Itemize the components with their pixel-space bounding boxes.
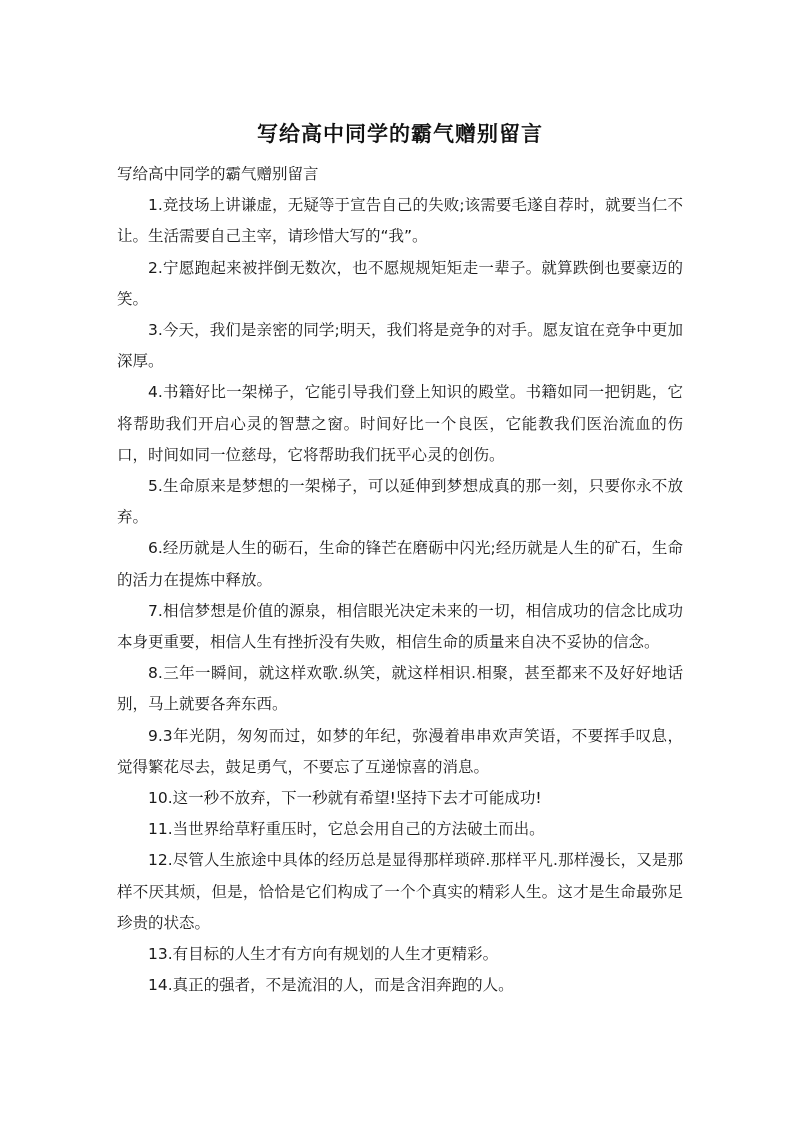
- paragraph-13: 13.有目标的人生才有方向有规划的人生才更精彩。: [148, 945, 499, 964]
- document-body: [117, 159, 683, 1001]
- paragraph-14: 14.真正的强者，不是流泪的人，而是含泪奔跑的人。: [148, 976, 514, 995]
- paragraph-10: 10.这一秒不放弃，下一秒就有希望!坚持下去才可能成功!: [148, 789, 542, 808]
- paragraph-11: 11.当世界给草籽重压时，它总会用自己的方法破土而出。: [148, 820, 545, 839]
- paragraph-5: 5.生命原来是梦想的一架梯子，可以延伸到梦想成真的那一刻，只要你永不放弃。: [117, 477, 683, 527]
- paragraph-1: 1.竞技场上讲谦虚，无疑等于宣告自己的失败;该需要毛遂自荐时，就要当仁不让。生活需要自己主宰，请珍惜大写的“我”。: [117, 196, 683, 246]
- paragraph-4: 4.书籍好比一架梯子，它能引导我们登上知识的殿堂。书籍如同一把钥匙，它将帮助我们开启心灵的智慧之窗。时间好比一个良医，它能教我们医治流血的伤口，时间如同一位慈母，它将帮助我们抚平心灵的创伤。: [117, 383, 683, 464]
- paragraph-9: 9.3年光阴，匆匆而过，如梦的年纪，弥漫着串串欢声笑语，不要挥手叹息，觉得繁花尽去，鼓足勇气，不要忘了互递惊喜的消息。: [117, 726, 683, 776]
- paragraph-2: 2.宁愿跑起来被拌倒无数次，也不愿规规矩矩走一辈子。就算跌倒也要豪迈的笑。: [117, 258, 683, 308]
- paragraph-8: 8.三年一瞬间，就这样欢歌.纵笑，就这样相识.相聚，甚至都来不及好好地话别，马上就要各奔东西。: [117, 664, 683, 714]
- paragraph-6: 6.经历就是人生的砺石，生命的锋芒在磨砺中闪光;经历就是人生的矿石，生命的活力在提炼中释放。: [117, 539, 683, 589]
- paragraph-12: 12.尽管人生旅途中具体的经历总是显得那样琐碎.那样平凡.那样漫长，又是那样不厌其烦，但是，恰恰是它们构成了一个个真实的精彩人生。这才是生命最弥足珍贵的状态。: [117, 851, 683, 932]
- document-title: 写给高中同学的霸气赠别留言: [257, 122, 543, 146]
- paragraph-7: 7.相信梦想是价值的源泉，相信眼光决定未来的一切，相信成功的信念比成功本身更重要，相信人生有挫折没有失败，相信生命的质量来自决不妥协的信念。: [117, 601, 683, 652]
- document-subtitle: 写给高中同学的霸气赠别留言: [117, 165, 319, 183]
- paragraph-3: 3.今天，我们是亲密的同学;明天，我们将是竞争的对手。愿友谊在竞争中更加深厚。: [117, 321, 683, 371]
